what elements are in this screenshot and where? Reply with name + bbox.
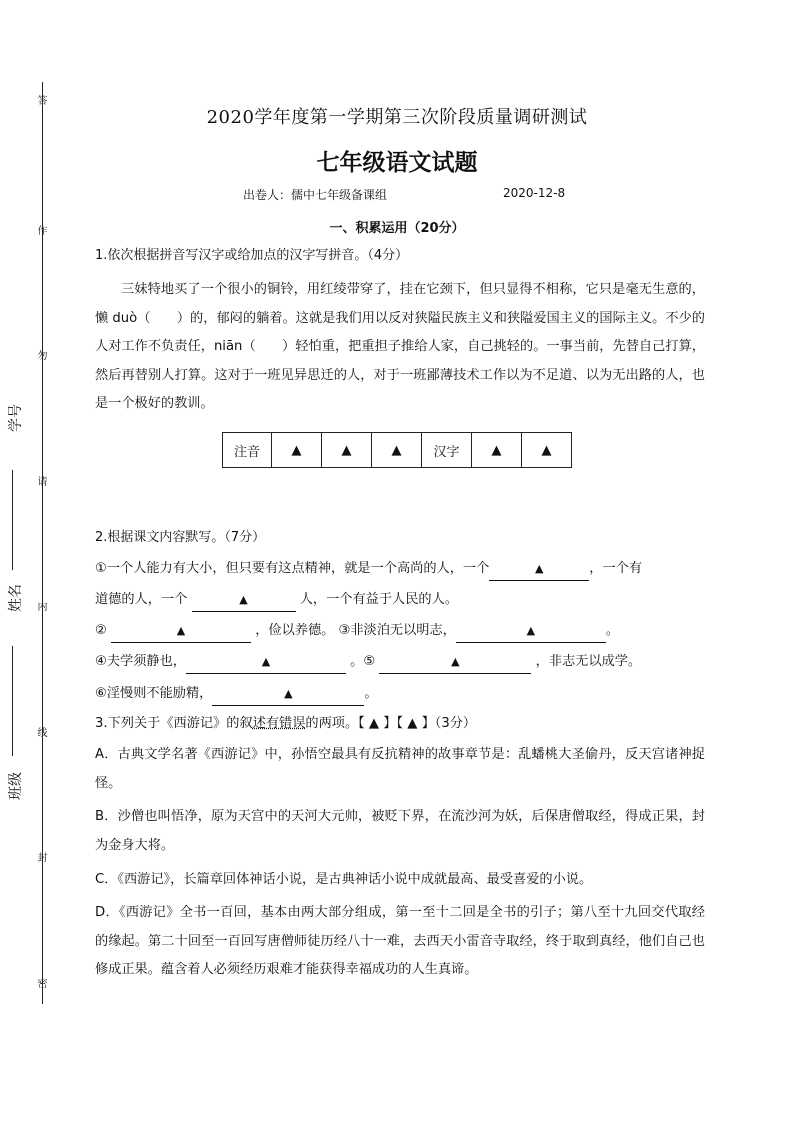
answer-blank[interactable] <box>186 651 346 674</box>
line-text: 。⑤ <box>350 654 376 669</box>
exam-date: 2020-12-8 <box>503 186 566 200</box>
seal-char: 封 <box>35 852 46 862</box>
seal-char: 内 <box>35 601 46 611</box>
blank-mark: ▲ <box>176 624 186 637</box>
prompt-text: 3.下列关于《西游记》的叙 <box>95 716 253 731</box>
blank-mark: ▲ <box>239 593 248 606</box>
seal-char: 请 <box>35 476 46 486</box>
recitation-line-1 <box>95 558 715 581</box>
line-text: ①一个人能力有大小，但只要有这点精神，就是一个高尚的人，一个 <box>95 561 490 576</box>
answer-blank[interactable] <box>111 620 251 643</box>
option-b: B．沙僧也叫悟净，原为天宫中的天河大元帅，被贬下界，在流沙河为妖，后保唐僧取经，得成正果，封为金身大将。 <box>95 809 705 853</box>
table-cell-label: 汉字 <box>422 433 472 468</box>
question-2-prompt: 2.根据课文内容默写。（7分） <box>95 530 266 545</box>
line-text: ⑥淫慢则不能励精， <box>95 686 213 701</box>
answer-blank[interactable] <box>379 651 531 674</box>
table-cell-answer[interactable]: ▲ <box>372 433 422 468</box>
table-cell-answer[interactable]: ▲ <box>522 433 572 468</box>
question-3-prompt <box>95 713 715 735</box>
seal-char: 作 <box>35 225 46 235</box>
line-text: ④夫学须静也， <box>95 654 186 669</box>
answer-blank[interactable] <box>212 683 364 706</box>
line-text: ② <box>95 623 107 638</box>
table-cell-label: 注音 <box>223 433 272 468</box>
prompt-text: 的两项。【 ▲ 】【 ▲ 】（3分） <box>305 716 477 731</box>
blank-mark: ▲ <box>535 562 544 575</box>
line-text: 。 <box>364 686 378 701</box>
table-cell-answer[interactable]: ▲ <box>472 433 522 468</box>
blank-mark: ▲ <box>451 655 460 668</box>
class-label: 班级 <box>8 772 24 800</box>
line-text: 道德的人，一个 <box>95 592 188 607</box>
passage-text: 三妹特地买了一个很小的铜铃，用红绫带穿了，挂在它颈下，但只显得不相称，它只是毫无生意的，懒 duò（ ）的，郁闷的躺着。这就是我们用以反对狭隘民族主义和狭隘爱国主义的国际主义。不少的人对工作不负责任，niān（ ）轻怕重，把重担子推给人家，自己挑轻的。一事当前，先替自己打算，然后再替别人打算。这对于一班见异思迁的人，对于一班鄙薄技术工作以为不足道、以为无出路的人，也是一个极好的教训。 <box>95 282 705 411</box>
answer-blank[interactable] <box>456 620 606 643</box>
answer-blank[interactable] <box>192 589 296 612</box>
line-text: 。 <box>605 623 620 638</box>
line-text: ，俭以养德。 ③非淡泊无以明志， <box>255 623 456 638</box>
line-text: ，非志无以成学。 <box>535 654 642 669</box>
seal-char: 勿 <box>35 350 46 360</box>
seal-char: 密 <box>35 978 46 988</box>
table-cell-answer[interactable]: ▲ <box>322 433 372 468</box>
question-1-prompt: 1.依次根据拼音写汉字或给加点的汉字写拼音。（4分） <box>95 248 409 263</box>
option-a: A．古典文学名著《西游记》中，孙悟空最具有反抗精神的故事章节是：乱蟠桃大圣偷丹，反天宫诸神捉怪。 <box>95 747 705 791</box>
section-heading: 一、积累运用（20分） <box>329 221 465 236</box>
line-text: ，一个有 <box>589 561 643 576</box>
dotted-emphasis: 述有错误 <box>252 716 306 731</box>
student-name-rule <box>12 646 13 756</box>
blank-mark: ▲ <box>284 687 293 700</box>
recitation-line-4 <box>95 651 715 674</box>
blank-mark: ▲ <box>526 624 536 637</box>
exam-title: 2020学年度第一学期第三次阶段质量调研测试 <box>206 107 588 128</box>
student-name-label: 姓名 <box>8 584 24 612</box>
seal-char: 线 <box>35 727 46 737</box>
option-c: C．《西游记》，长篇章回体神话小说，是古典神话小说中成就最高、最受喜爱的小说。 <box>95 872 593 887</box>
student-id-rule <box>12 470 13 570</box>
option-d: D．《西游记》全书一百回，基本由两大部分组成，第一至十二回是全书的引子；第八至十九回交代取经的缘起。第二十回至一百回写唐僧师徒历经八十一难，去西天小雷音寺取经，终于取到真经，他们自己也修成正果。蕴含着人必须经历艰难才能获得幸福成功的人生真谛。 <box>95 905 705 977</box>
author-line: 出卷人：儒中七年级备课组 <box>243 188 388 202</box>
question-1-passage <box>95 276 705 419</box>
recitation-line-2 <box>95 589 715 612</box>
line-text: 人，一个有益于人民的人。 <box>299 592 458 607</box>
exam-subtitle: 七年级语文试题 <box>316 149 478 176</box>
recitation-line-5 <box>95 683 715 706</box>
blank-mark: ▲ <box>261 655 271 668</box>
recitation-line-3 <box>95 620 715 643</box>
table-cell-answer[interactable]: ▲ <box>272 433 322 468</box>
seal-char: 答 <box>35 95 46 105</box>
answer-blank[interactable] <box>489 558 589 581</box>
student-id-label: 学号 <box>8 404 24 432</box>
answer-table <box>222 432 572 468</box>
